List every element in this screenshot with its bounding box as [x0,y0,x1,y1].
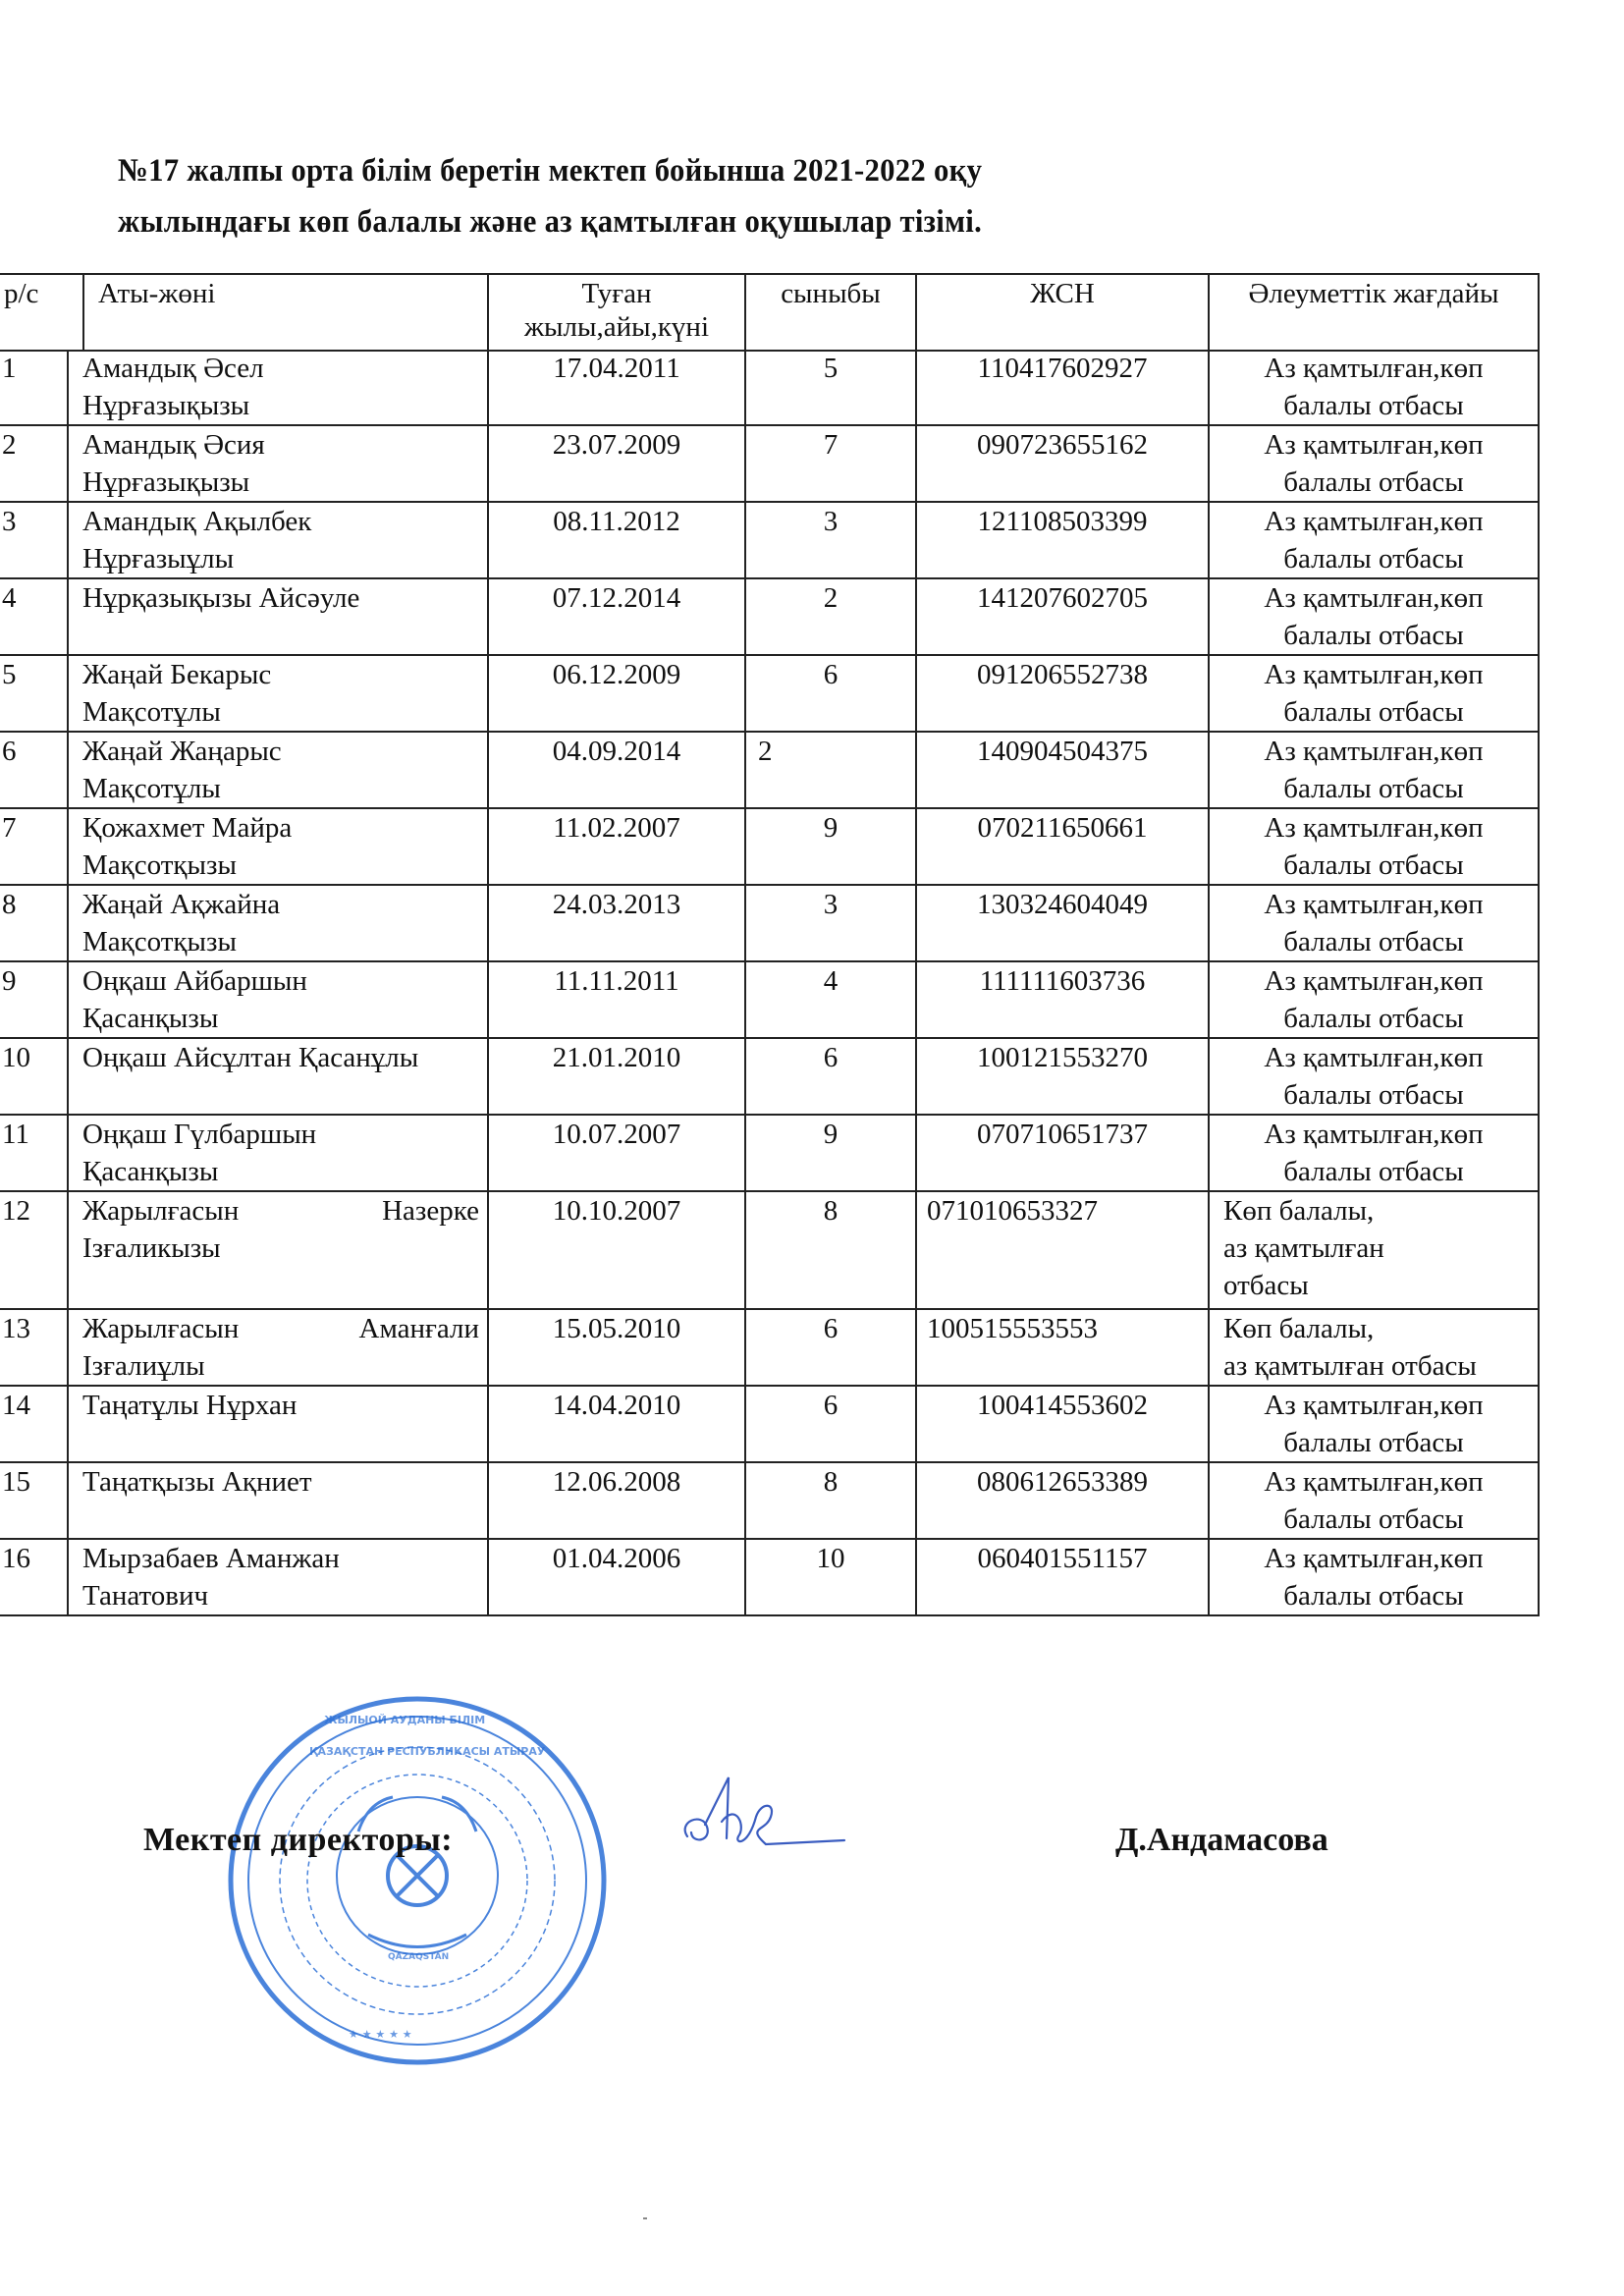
signature-icon [677,1768,854,1856]
table-row [0,656,1540,733]
table-row [0,503,1540,579]
grade: 5 [746,350,917,424]
table-row [0,962,1540,1039]
birth-date: 11.11.2011 [489,962,746,1037]
row-number: 8 [0,886,69,960]
table-row [0,809,1540,886]
table-row [0,579,1540,656]
iin: 070710651737 [917,1116,1210,1190]
social-status: Көп балалы, аз қамтылған отбасы [1210,1310,1540,1385]
grade: 10 [746,1540,917,1614]
birth-date: 10.10.2007 [489,1192,746,1308]
birth-date: 04.09.2014 [489,733,746,807]
header-grade: сыныбы [746,275,917,350]
student-name: Жарылғасын Аманғали Ізғалиұлы [69,1310,489,1385]
social-status: Аз қамтылған,көп балалы отбасы [1210,733,1540,807]
iin: 100414553602 [917,1387,1210,1461]
student-name: Амандық Ақылбек Нұрғазыұлы [69,503,489,577]
grade: 8 [746,1192,917,1308]
iin: 110417602927 [917,350,1210,424]
birth-date: 17.04.2011 [489,350,746,424]
grade: 2 [746,733,917,807]
social-status: Аз қамтылған,көп балалы отбасы [1210,809,1540,884]
grade: 9 [746,809,917,884]
social-status: Аз қамтылған,көп балалы отбасы [1210,503,1540,577]
grade: 3 [746,886,917,960]
social-status: Аз қамтылған,көп балалы отбасы [1210,656,1540,731]
student-name: Нұрқазықызы Айсәуле [69,579,489,654]
table-row [0,1310,1540,1387]
social-status: Аз қамтылған,көп балалы отбасы [1210,426,1540,501]
social-status: Аз қамтылған,көп балалы отбасы [1210,579,1540,654]
iin: 111111603736 [917,962,1210,1037]
student-name: Оңқаш Айбаршын Қасанқызы [69,962,489,1037]
grade: 8 [746,1463,917,1538]
grade: 3 [746,503,917,577]
social-status: Аз қамтылған,көп балалы отбасы [1210,1039,1540,1114]
iin: 091206552738 [917,656,1210,731]
row-number: 3 [0,503,69,577]
social-status: Аз қамтылған,көп балалы отбасы [1210,1387,1540,1461]
birth-date: 08.11.2012 [489,503,746,577]
birth-date: 07.12.2014 [489,579,746,654]
table-header [0,273,1540,352]
social-status: Аз қамтылған,көп балалы отбасы [1210,1116,1540,1190]
row-number: 5 [0,656,69,731]
student-name: Таңатұлы Нұрхан [69,1387,489,1461]
table-row [0,1540,1540,1616]
iin: 141207602705 [917,579,1210,654]
table-row [0,886,1540,962]
table-row [0,426,1540,503]
student-name: Жаңай Ақжайна Мақсотқызы [69,886,489,960]
row-number: 2 [0,426,69,501]
header-birth: Туған жылы,айы,күні [489,275,746,350]
iin: 130324604049 [917,886,1210,960]
iin: 080612653389 [917,1463,1210,1538]
svg-text:ҚАЗАҚСТАН РЕСПУБЛИКАСЫ АТЫРАУ: ҚАЗАҚСТАН РЕСПУБЛИКАСЫ АТЫРАУ [309,1745,546,1758]
table-row [0,350,1540,426]
official-stamp-icon [221,1684,614,2077]
iin: 071010653327 [917,1192,1210,1308]
birth-date: 15.05.2010 [489,1310,746,1385]
social-status: Аз қамтылған,көп балалы отбасы [1210,1463,1540,1538]
table-row [0,733,1540,809]
svg-text:ЖЫЛЫОЙ АУДАНЫ БІЛІМ: ЖЫЛЫОЙ АУДАНЫ БІЛІМ [324,1714,486,1726]
birth-date: 06.12.2009 [489,656,746,731]
row-number: 10 [0,1039,69,1114]
header-name: Аты-жөні [84,275,489,350]
birth-date: 14.04.2010 [489,1387,746,1461]
grade: 7 [746,426,917,501]
student-name: Қожахмет Майра Мақсотқызы [69,809,489,884]
iin: 121108503399 [917,503,1210,577]
iin: 100121553270 [917,1039,1210,1114]
header-num: р/с [0,275,84,350]
grade: 6 [746,1310,917,1385]
student-name: Мырзабаев Аманжан Танатович [69,1540,489,1614]
student-name: Жарылғасын Назерке Ізғаликызы [69,1192,489,1308]
social-status: Аз қамтылған,көп балалы отбасы [1210,886,1540,960]
birth-date: 23.07.2009 [489,426,746,501]
birth-date: 24.03.2013 [489,886,746,960]
birth-date: 01.04.2006 [489,1540,746,1614]
student-name: Амандық Әсия Нұрғазықызы [69,426,489,501]
table-row [0,1192,1540,1310]
birth-date: 12.06.2008 [489,1463,746,1538]
svg-text:★ ★ ★ ★ ★: ★ ★ ★ ★ ★ [349,2028,412,2041]
social-status: Көп балалы, аз қамтылған отбасы [1210,1192,1540,1308]
iin: 070211650661 [917,809,1210,884]
grade: 2 [746,579,917,654]
birth-date: 21.01.2010 [489,1039,746,1114]
table-row [0,1116,1540,1192]
row-number: 11 [0,1116,69,1190]
row-number: 4 [0,579,69,654]
scan-speck [643,2217,647,2219]
table-row [0,1463,1540,1540]
student-name: Таңатқызы Ақниет [69,1463,489,1538]
row-number: 1 [0,350,69,424]
svg-text:QAZAQSTAN: QAZAQSTAN [388,1952,450,1962]
row-number: 16 [0,1540,69,1614]
document-title [118,145,1305,247]
row-number: 12 [0,1192,69,1308]
birth-date: 11.02.2007 [489,809,746,884]
iin: 100515553553 [917,1310,1210,1385]
student-name: Жаңай Бекарыс Мақсотұлы [69,656,489,731]
social-status: Аз қамтылған,көп балалы отбасы [1210,1540,1540,1614]
student-name: Амандық Әсел Нұрғазықызы [69,350,489,424]
row-number: 9 [0,962,69,1037]
student-name: Оңқаш Гүлбаршын Қасанқызы [69,1116,489,1190]
grade: 9 [746,1116,917,1190]
header-iin: ЖСН [917,275,1210,350]
grade: 6 [746,656,917,731]
table-row [0,1387,1540,1463]
social-status: Аз қамтылған,көп балалы отбасы [1210,350,1540,424]
director-name: Д.Андамасова [1115,1822,1328,1858]
birth-date: 10.07.2007 [489,1116,746,1190]
student-name: Жаңай Жаңарыс Мақсотұлы [69,733,489,807]
title-line-1: №17 жалпы орта білім беретін мектеп бойынша 2021-2022 оқу [118,153,983,189]
row-number: 13 [0,1310,69,1385]
iin: 060401551157 [917,1540,1210,1614]
social-status: Аз қамтылған,көп балалы отбасы [1210,962,1540,1037]
row-number: 7 [0,809,69,884]
title-line-2: жылындағы көп балалы және аз қамтылған оқушылар тізімі. [118,204,983,240]
row-number: 14 [0,1387,69,1461]
row-number: 15 [0,1463,69,1538]
iin: 090723655162 [917,426,1210,501]
grade: 4 [746,962,917,1037]
row-number: 6 [0,733,69,807]
director-label: Мектеп директоры: [143,1822,454,1858]
header-status: Әлеуметтік жағдайы [1210,275,1540,350]
student-name: Оңқаш Айсұлтан Қасанұлы [69,1039,489,1114]
grade: 6 [746,1039,917,1114]
iin: 140904504375 [917,733,1210,807]
grade: 6 [746,1387,917,1461]
table-row [0,1039,1540,1116]
